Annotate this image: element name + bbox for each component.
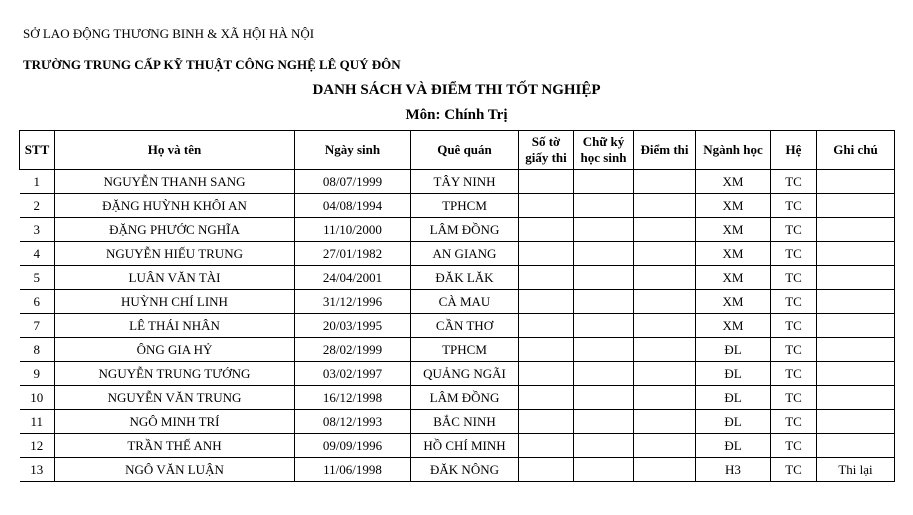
- cell-sys: TC: [771, 290, 817, 314]
- table-header-row: [20, 131, 895, 170]
- header-note: Ghi chú: [817, 131, 895, 170]
- cell-cert: [519, 386, 574, 410]
- table-row: [20, 242, 895, 266]
- cell-cert: [519, 410, 574, 434]
- cell-dob: 04/08/1994: [295, 194, 411, 218]
- cell-dob: 28/02/1999: [295, 338, 411, 362]
- cell-dob: 08/12/1993: [295, 410, 411, 434]
- cell-major: XM: [696, 194, 771, 218]
- cell-sys: TC: [771, 386, 817, 410]
- table-row: [20, 458, 895, 482]
- cell-stt: 11: [20, 410, 55, 434]
- cell-name: HUỲNH CHÍ LINH: [55, 290, 295, 314]
- cell-name: LÊ THÁI NHÂN: [55, 314, 295, 338]
- cell-sys: TC: [771, 458, 817, 482]
- header-score: Điểm thi: [634, 131, 696, 170]
- table-row: [20, 434, 895, 458]
- cell-home: QUẢNG NGÃI: [411, 362, 519, 386]
- cell-cert: [519, 242, 574, 266]
- cell-name: NGUYỄN THANH SANG: [55, 170, 295, 194]
- cell-major: ĐL: [696, 434, 771, 458]
- cell-home: AN GIANG: [411, 242, 519, 266]
- cell-stt: 9: [20, 362, 55, 386]
- cell-stt: 3: [20, 218, 55, 242]
- cell-sys: TC: [771, 242, 817, 266]
- cell-note: [817, 410, 895, 434]
- cell-sign: [574, 218, 634, 242]
- cell-stt: 6: [20, 290, 55, 314]
- cell-sign: [574, 290, 634, 314]
- cell-note: Thi lại: [817, 458, 895, 482]
- cell-stt: 5: [20, 266, 55, 290]
- table-row: [20, 290, 895, 314]
- cell-name: NGUYỄN VĂN TRUNG: [55, 386, 295, 410]
- cell-name: NGUYỄN TRUNG TƯỚNG: [55, 362, 295, 386]
- cell-note: [817, 314, 895, 338]
- cell-home: ĐĂK NÔNG: [411, 458, 519, 482]
- cell-home: CÀ MAU: [411, 290, 519, 314]
- cell-sys: TC: [771, 362, 817, 386]
- cell-sign: [574, 410, 634, 434]
- cell-score: [634, 410, 696, 434]
- cell-score: [634, 218, 696, 242]
- cell-score: [634, 386, 696, 410]
- cell-sys: TC: [771, 218, 817, 242]
- cell-home: TÂY NINH: [411, 170, 519, 194]
- cell-score: [634, 266, 696, 290]
- cell-score: [634, 170, 696, 194]
- org-line: SỞ LAO ĐỘNG THƯƠNG BINH & XÃ HỘI HÀ NỘI: [23, 26, 315, 41]
- cell-name: NGUYỄN HIẾU TRUNG: [55, 242, 295, 266]
- table-row: [20, 314, 895, 338]
- cell-sign: [574, 194, 634, 218]
- cell-cert: [519, 218, 574, 242]
- cell-major: XM: [696, 242, 771, 266]
- cell-home: TPHCM: [411, 338, 519, 362]
- cell-sign: [574, 266, 634, 290]
- cell-note: [817, 266, 895, 290]
- cell-note: [817, 362, 895, 386]
- cell-name: LUÂN VĂN TÀI: [55, 266, 295, 290]
- cell-dob: 08/07/1999: [295, 170, 411, 194]
- cell-name: NGÔ VĂN LUẬN: [55, 458, 295, 482]
- cell-dob: 16/12/1998: [295, 386, 411, 410]
- cell-cert: [519, 458, 574, 482]
- cell-cert: [519, 314, 574, 338]
- cell-note: [817, 218, 895, 242]
- header-sign: Chữ ký học sinh: [574, 131, 634, 170]
- cell-score: [634, 458, 696, 482]
- page-title: DANH SÁCH VÀ ĐIỂM THI TỐT NGHIỆP: [312, 82, 601, 98]
- cell-note: [817, 434, 895, 458]
- cell-name: ĐẶNG HUỲNH KHÔI AN: [55, 194, 295, 218]
- header-home: Quê quán: [411, 131, 519, 170]
- cell-sys: TC: [771, 266, 817, 290]
- header-cert: Số tờ giấy thi: [519, 131, 574, 170]
- cell-note: [817, 194, 895, 218]
- school-line: TRƯỜNG TRUNG CẤP KỸ THUẬT CÔNG NGHỆ LÊ QUÝ ĐÔN: [23, 57, 401, 72]
- cell-stt: 7: [20, 314, 55, 338]
- cell-sys: TC: [771, 314, 817, 338]
- cell-sign: [574, 362, 634, 386]
- cell-home: BẮC NINH: [411, 410, 519, 434]
- cell-stt: 10: [20, 386, 55, 410]
- cell-score: [634, 242, 696, 266]
- cell-dob: 11/10/2000: [295, 218, 411, 242]
- header-major: Ngành học: [696, 131, 771, 170]
- cell-note: [817, 338, 895, 362]
- cell-stt: 8: [20, 338, 55, 362]
- cell-sign: [574, 386, 634, 410]
- cell-dob: 24/04/2001: [295, 266, 411, 290]
- cell-cert: [519, 434, 574, 458]
- cell-sign: [574, 170, 634, 194]
- cell-sys: TC: [771, 410, 817, 434]
- cell-stt: 13: [20, 458, 55, 482]
- cell-name: ÔNG GIA HỶ: [55, 338, 295, 362]
- cell-home: TPHCM: [411, 194, 519, 218]
- header-stt: STT: [20, 131, 55, 170]
- cell-name: ĐẶNG PHƯỚC NGHĨA: [55, 218, 295, 242]
- table-row: [20, 194, 895, 218]
- grade-table: [19, 130, 895, 482]
- cell-sign: [574, 434, 634, 458]
- table-row: [20, 362, 895, 386]
- cell-cert: [519, 266, 574, 290]
- cell-sys: TC: [771, 434, 817, 458]
- cell-dob: 09/09/1996: [295, 434, 411, 458]
- cell-stt: 4: [20, 242, 55, 266]
- cell-dob: 31/12/1996: [295, 290, 411, 314]
- table-row: [20, 410, 895, 434]
- cell-sys: TC: [771, 194, 817, 218]
- cell-score: [634, 314, 696, 338]
- cell-major: ĐL: [696, 386, 771, 410]
- cell-score: [634, 338, 696, 362]
- header-name: Họ và tên: [55, 131, 295, 170]
- cell-dob: 20/03/1995: [295, 314, 411, 338]
- cell-note: [817, 386, 895, 410]
- cell-major: XM: [696, 314, 771, 338]
- cell-major: XM: [696, 266, 771, 290]
- cell-score: [634, 290, 696, 314]
- cell-stt: 1: [20, 170, 55, 194]
- cell-cert: [519, 362, 574, 386]
- cell-major: ĐL: [696, 410, 771, 434]
- table-row: [20, 386, 895, 410]
- cell-name: TRẦN THẾ ANH: [55, 434, 295, 458]
- cell-sign: [574, 314, 634, 338]
- cell-stt: 2: [20, 194, 55, 218]
- cell-dob: 11/06/1998: [295, 458, 411, 482]
- cell-cert: [519, 170, 574, 194]
- cell-note: [817, 242, 895, 266]
- cell-home: HỒ CHÍ MINH: [411, 434, 519, 458]
- cell-major: ĐL: [696, 362, 771, 386]
- cell-major: XM: [696, 218, 771, 242]
- table-row: [20, 338, 895, 362]
- subject-line: Môn: Chính Trị: [405, 107, 508, 123]
- cell-score: [634, 434, 696, 458]
- cell-sign: [574, 458, 634, 482]
- cell-sys: TC: [771, 338, 817, 362]
- cell-note: [817, 290, 895, 314]
- cell-stt: 12: [20, 434, 55, 458]
- cell-home: LÂM ĐỒNG: [411, 386, 519, 410]
- table-row: [20, 266, 895, 290]
- table-row: [20, 170, 895, 194]
- cell-dob: 03/02/1997: [295, 362, 411, 386]
- cell-cert: [519, 338, 574, 362]
- cell-sys: TC: [771, 170, 817, 194]
- cell-note: [817, 170, 895, 194]
- header-dob: Ngày sinh: [295, 131, 411, 170]
- cell-major: ĐL: [696, 338, 771, 362]
- cell-major: H3: [696, 458, 771, 482]
- cell-home: LÂM ĐỒNG: [411, 218, 519, 242]
- header-sys: Hệ: [771, 131, 817, 170]
- cell-major: XM: [696, 170, 771, 194]
- table-row: [20, 218, 895, 242]
- cell-score: [634, 362, 696, 386]
- cell-score: [634, 194, 696, 218]
- cell-sign: [574, 242, 634, 266]
- cell-home: ĐĂK LĂK: [411, 266, 519, 290]
- cell-name: NGÔ MINH TRÍ: [55, 410, 295, 434]
- cell-major: XM: [696, 290, 771, 314]
- cell-dob: 27/01/1982: [295, 242, 411, 266]
- cell-cert: [519, 290, 574, 314]
- cell-sign: [574, 338, 634, 362]
- cell-cert: [519, 194, 574, 218]
- cell-home: CẦN THƠ: [411, 314, 519, 338]
